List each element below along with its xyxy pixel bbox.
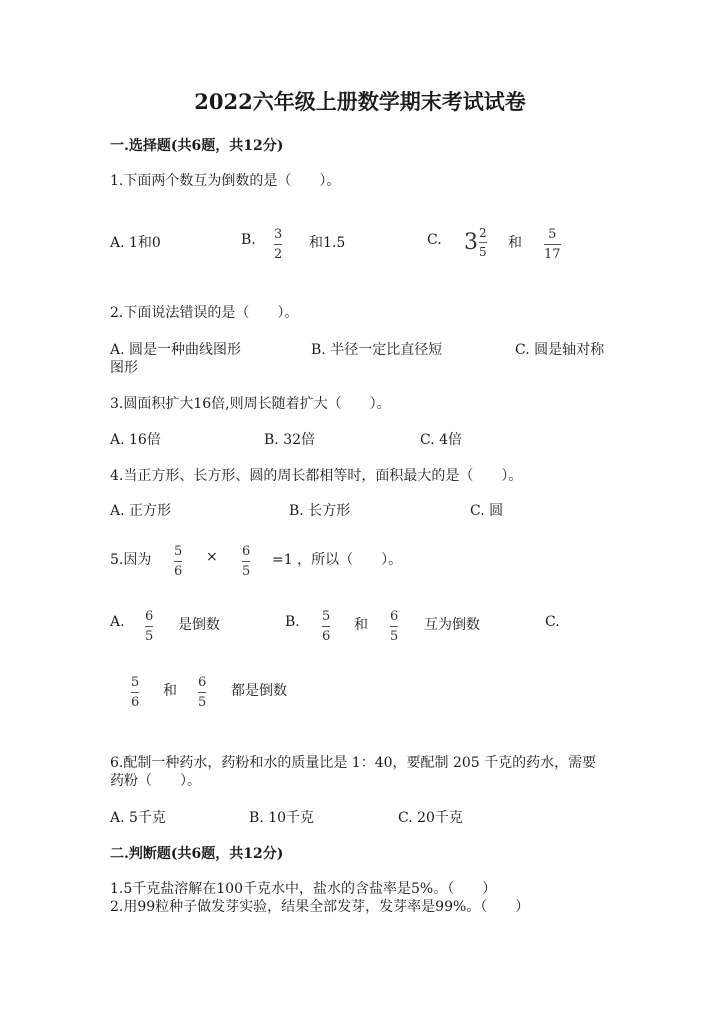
question-3-stem: 3.圆面积扩大16倍,则周长随着扩大（ ）。 [110, 396, 391, 412]
question-1-stem: 1.下面两个数互为倒数的是（ ）。 [110, 173, 341, 189]
q5-option-c-and: 和 [163, 683, 177, 699]
fraction-bar [274, 244, 282, 245]
q6-option-c: C. 20千克 [398, 810, 463, 826]
question-2-stem: 2.下面说法错误的是（ ）。 [110, 305, 299, 321]
q1-option-c-fraction [544, 228, 561, 261]
mixed-whole: 3 [464, 230, 478, 255]
fraction-bar [242, 561, 250, 562]
fraction-bar [198, 692, 206, 693]
q2-option-a: A. 圆是一种曲线图形 [110, 342, 242, 358]
q4-option-c: C. 圆 [470, 503, 504, 519]
q5-stem-fraction-2 [242, 545, 250, 578]
q4-option-a: A. 正方形 [110, 503, 172, 519]
q5-stem-fraction-1 [174, 545, 182, 578]
fraction-denominator: 17 [544, 247, 561, 262]
judgement-question-1: 1.5千克盐溶解在100千克水中，盐水的含盐率是5%。（ ） [110, 881, 497, 897]
fraction-bar [174, 561, 182, 562]
fraction-bar [322, 626, 330, 627]
fraction-denominator: 6 [131, 695, 140, 710]
page-title: 2022六年级上册数学期末考试试卷 [194, 89, 526, 114]
q6-option-b: B. 10千克 [249, 810, 315, 826]
fraction-numerator: 6 [390, 609, 399, 624]
q5-option-a-label: A. [110, 614, 125, 630]
q1-option-c-label: C. [427, 232, 442, 248]
q1-option-b-label: B. [241, 232, 256, 248]
judgement-question-2: 2.用99粒种子做发芽实验，结果全部发芽，发芽率是99%。（ ） [110, 899, 530, 915]
section-heading-judgement: 二.判断题(共6题，共12分) [110, 846, 284, 862]
fraction-denominator: 2 [274, 247, 283, 262]
question-4-stem: 4.当正方形、长方形、圆的周长都相等时，面积最大的是（ ）。 [110, 468, 523, 484]
q5-times-sign: × [206, 549, 218, 565]
q6-option-a: A. 5千克 [110, 810, 166, 826]
fraction-bar [145, 626, 153, 627]
fraction-denominator: 5 [145, 629, 154, 644]
q5-option-a-text: 是倒数 [178, 617, 220, 633]
q2-option-c: C. 圆是轴对称 [515, 342, 605, 358]
fraction-numerator: 6 [242, 544, 251, 559]
fraction-denominator: 5 [242, 564, 251, 579]
q5-option-b-and: 和 [354, 617, 368, 633]
q3-option-b: B. 32倍 [264, 432, 316, 448]
fraction-denominator: 6 [174, 564, 183, 579]
fraction-bar [131, 692, 139, 693]
fraction-denominator: 5 [198, 695, 207, 710]
question-5-stem-suffix: =1 ，所以（ ）。 [272, 552, 403, 568]
fraction-numerator: 2 [479, 226, 487, 240]
q1-option-a: A. 1和0 [110, 235, 161, 251]
q3-option-a: A. 16倍 [110, 432, 161, 448]
q5-option-c-label: C. [545, 614, 560, 630]
mixed-fraction [479, 227, 487, 258]
fraction-numerator: 5 [322, 609, 331, 624]
q2-option-b: B. 半径一定比直径短 [311, 342, 443, 358]
q2-option-c-continued: 图形 [110, 360, 138, 376]
q1-option-b-tail: 和1.5 [309, 235, 346, 251]
question-6-stem-line-2: 药粉（ ）。 [110, 773, 201, 789]
q5-option-b-fraction-1 [322, 610, 330, 643]
q5-option-c-fraction-2 [198, 676, 206, 709]
fraction-numerator: 5 [174, 544, 183, 559]
fraction-bar [390, 626, 398, 627]
q1-option-c-mixed-number [464, 227, 487, 258]
q5-option-a-fraction [145, 610, 153, 643]
q5-option-b-label: B. [285, 614, 300, 630]
fraction-denominator: 6 [322, 629, 331, 644]
fraction-numerator: 3 [274, 227, 283, 242]
q1-option-c-and: 和 [508, 235, 522, 251]
q5-option-b-fraction-2 [390, 610, 398, 643]
fraction-numerator: 6 [198, 675, 207, 690]
fraction-denominator: 5 [390, 629, 399, 644]
fraction-bar [544, 244, 561, 245]
question-5-stem-prefix: 5.因为 [110, 552, 152, 568]
section-heading-choice: 一.选择题(共6题，共12分) [110, 138, 284, 154]
q5-option-c-fraction-1 [131, 676, 139, 709]
fraction-numerator: 5 [131, 675, 140, 690]
q5-option-c-text: 都是倒数 [231, 683, 287, 699]
q4-option-b: B. 长方形 [289, 503, 351, 519]
q1-option-b-fraction [274, 228, 282, 261]
fraction-denominator: 5 [479, 245, 487, 259]
q3-option-c: C. 4倍 [420, 432, 463, 448]
fraction-numerator: 6 [145, 609, 154, 624]
question-6-stem-line-1: 6.配制一种药水，药粉和水的质量比是 1：40，要配制 205 千克的药水，需要 [110, 755, 597, 771]
fraction-numerator: 5 [548, 227, 557, 242]
fraction-bar [479, 242, 487, 243]
q5-option-b-text: 互为倒数 [424, 617, 480, 633]
